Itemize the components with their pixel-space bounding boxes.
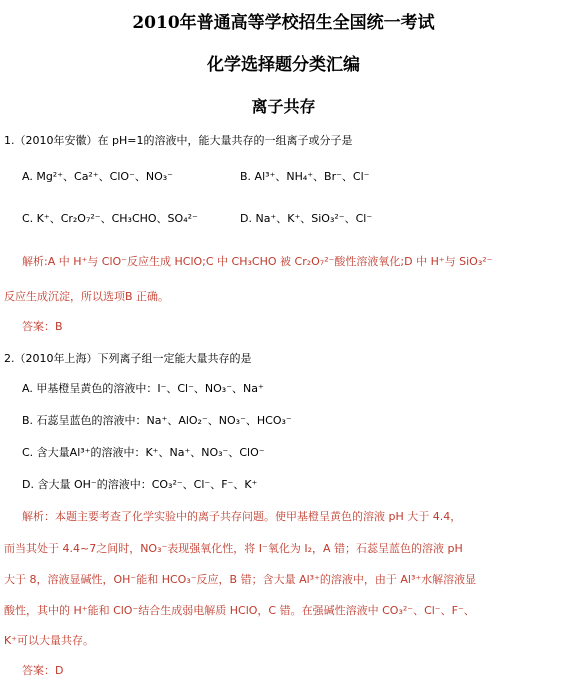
q2-option-b: B. 石蕊呈蓝色的溶液中：Na⁺、AlO₂⁻、NO₃⁻、HCO₃⁻	[22, 414, 292, 427]
q2-analysis-line-2: 而当其处于 4.4~7之间时，NO₃⁻表现强氧化性，将 I⁻氧化为 I₂，A 错；石蕊呈蓝色的溶液 pH	[4, 542, 463, 555]
question-2-stem: 2.（2010年上海）下列离子组一定能大量共存的是	[4, 352, 252, 365]
q1-analysis-line-1: 解析:A 中 H⁺与 ClO⁻反应生成 HClO;C 中 CH₃CHO 被 Cr₂O₇²⁻酸性溶液氧化;D 中 H⁺与 SiO₃²⁻	[22, 255, 493, 268]
q1-option-c: C. K⁺、Cr₂O₇²⁻、CH₃CHO、SO₄²⁻	[22, 212, 198, 225]
document-subtitle: 化学选择题分类汇编	[207, 55, 360, 75]
q2-analysis-line-1: 解析：本题主要考查了化学实验中的离子共存问题。使甲基橙呈黄色的溶液 pH 大于 4.4，	[22, 510, 462, 523]
q1-analysis-line-2: 反应生成沉淀，所以选项B 正确。	[4, 290, 170, 303]
q2-option-d: D. 含大量 OH⁻的溶液中：CO₃²⁻、Cl⁻、F⁻、K⁺	[22, 478, 258, 491]
q1-option-a: A. Mg²⁺、Ca²⁺、ClO⁻、NO₃⁻	[22, 170, 173, 183]
q2-analysis-line-3: 大于 8，溶液显碱性，OH⁻能和 HCO₃⁻反应，B 错；含大量 Al³⁺的溶液中，由于 Al³⁺水解溶液显	[4, 573, 477, 586]
q1-option-d: D. Na⁺、K⁺、SiO₃²⁻、Cl⁻	[240, 212, 373, 225]
q1-option-b: B. Al³⁺、NH₄⁺、Br⁻、Cl⁻	[240, 170, 370, 183]
q2-option-a: A. 甲基橙呈黄色的溶液中：I⁻、Cl⁻、NO₃⁻、Na⁺	[22, 382, 264, 395]
q2-analysis-line-4: 酸性，其中的 H⁺能和 ClO⁻结合生成弱电解质 HClO，C 错。在强碱性溶液中 CO₃²⁻、Cl⁻、F⁻、	[4, 604, 475, 617]
q2-analysis-line-5: K⁺可以大量共存。	[4, 634, 95, 647]
question-1-stem: 1.（2010年安徽）在 pH=1的溶液中，能大量共存的一组离子或分子是	[4, 134, 353, 147]
q2-option-c: C. 含大量Al³⁺的溶液中：K⁺、Na⁺、NO₃⁻、ClO⁻	[22, 446, 265, 459]
document-title: 2010年普通高等学校招生全国统一考试	[132, 13, 435, 33]
section-title: 离子共存	[251, 97, 316, 116]
q2-answer: 答案：D	[22, 664, 64, 677]
q1-answer: 答案：B	[22, 320, 63, 333]
